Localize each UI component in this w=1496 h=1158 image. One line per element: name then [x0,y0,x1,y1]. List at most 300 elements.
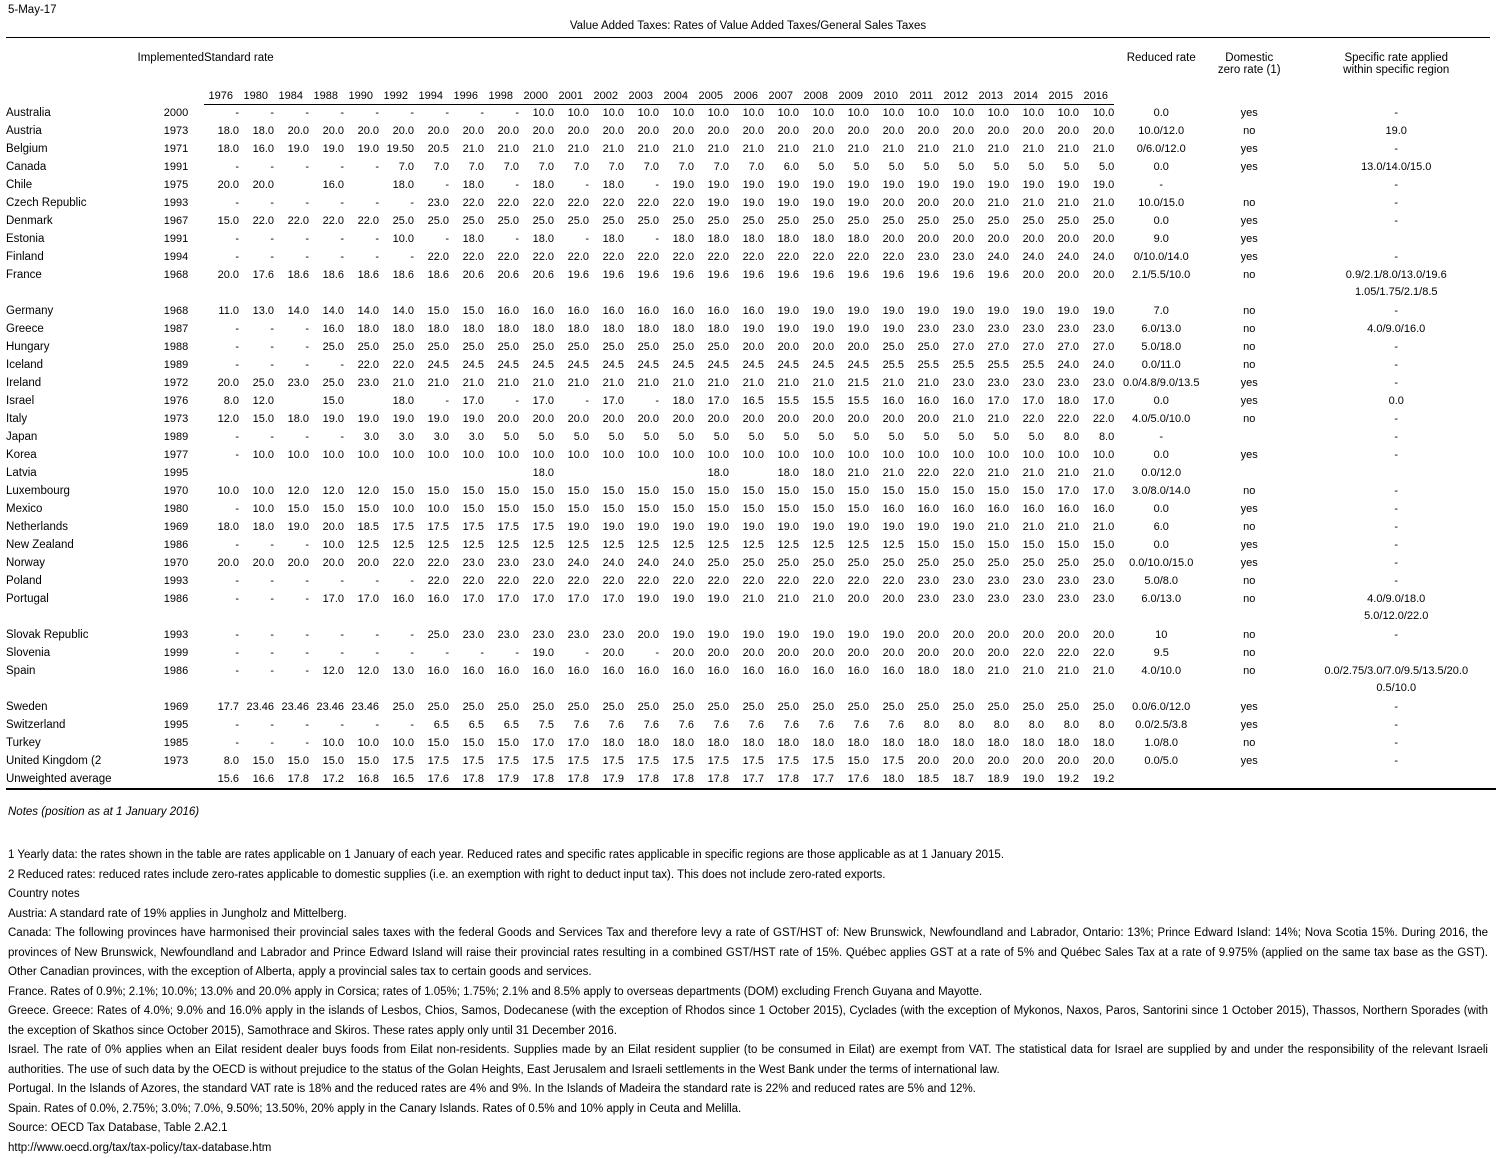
standard-rate-cell: 8.0 [1044,717,1079,735]
standard-rate-cell: 10.0 [519,105,554,123]
country-name: Turkey [6,735,148,753]
standard-rate-cell: - [344,627,379,645]
standard-rate-cell: 19.0 [799,177,834,195]
standard-rate-cell: 21.0 [519,141,554,159]
standard-rate-cell: 22.0 [554,249,589,267]
standard-rate-cell: 21.0 [974,411,1009,429]
standard-rate-cell: 25.0 [764,699,799,717]
standard-rate-cell: 18.0 [589,231,624,249]
standard-rate-cell: 18.0 [659,321,694,339]
standard-rate-cell: 10.0 [1009,447,1044,465]
reduced-rate-cell: 4.0/10.0 [1114,663,1208,699]
standard-rate-cell: 25.0 [729,699,764,717]
standard-rate-cell: 10.0 [834,105,869,123]
standard-rate-cell: 22.0 [554,195,589,213]
standard-rate-cell: - [309,645,344,663]
standard-rate-cell: 18.0 [729,231,764,249]
standard-rate-cell: 21.0 [1044,519,1079,537]
standard-rate-cell: - [344,105,379,123]
standard-rate-cell: 24.0 [1009,249,1044,267]
standard-rate-cell: 25.0 [1009,213,1044,231]
standard-rate-cell: 12.5 [554,537,589,555]
standard-rate-cell: 19.0 [869,519,904,537]
standard-rate-cell: 19.0 [694,627,729,645]
standard-rate-cell: 22.0 [344,357,379,375]
standard-rate-cell: 20.0 [939,627,974,645]
specific-rate-line: - [1290,339,1496,357]
standard-rate-cell: 18.0 [624,735,659,753]
standard-rate-cell: 16.0 [729,303,764,321]
standard-rate-cell: 20.0 [1009,123,1044,141]
standard-rate-cell: 15.0 [274,753,309,771]
standard-rate-cell: 25.0 [1009,699,1044,717]
domestic-zero-rate-cell: no [1208,339,1290,357]
reduced-rate-cell: 0/6.0/12.0 [1114,141,1208,159]
standard-rate-cell: 24.5 [449,357,484,375]
country-name: Germany [6,303,148,321]
specific-rate-cell [1290,483,1496,501]
standard-rate-cell: 22.0 [659,195,694,213]
reduced-rate-cell: 4.0/5.0/10.0 [1114,411,1208,429]
standard-rate-cell: 19.0 [974,303,1009,321]
standard-rate-cell: 25.0 [939,699,974,717]
specific-rate-cell [1290,735,1496,753]
standard-rate-cell: 19.0 [729,195,764,213]
standard-rate-cell: 21.0 [834,141,869,159]
specific-rate-column-header: Specific rate applied [1290,40,1496,64]
standard-rate-cell: 5.0 [694,429,729,447]
standard-rate-cell: 19.0 [764,627,799,645]
standard-rate-cell: - [204,591,239,627]
standard-rate-cell: 15.0 [309,753,344,771]
table-row [6,303,1496,321]
implemented-column-header: Implemented [6,40,204,64]
standard-rate-cell: 5.0 [1009,429,1044,447]
standard-rate-cell: - [204,663,239,699]
reduced-rate-cell: 5.0/18.0 [1114,339,1208,357]
standard-rate-cell: - [309,357,344,375]
country-name: Australia [6,105,148,123]
standard-rate-cell: 10.0 [379,735,414,753]
specific-rate-cell [1290,249,1496,267]
standard-rate-cell: 19.0 [799,195,834,213]
standard-rate-cell: 20.0 [869,195,904,213]
standard-rate-cell: 17.2 [309,771,344,790]
country-name: Czech Republic [6,195,148,213]
standard-rate-cell: 19.6 [554,267,589,303]
domestic-zero-rate-cell: yes [1208,555,1290,573]
standard-rate-cell: 24.0 [1044,249,1079,267]
standard-rate-cell: 25.0 [589,213,624,231]
year-column-header: 1994 [414,90,449,104]
standard-rate-cell: 21.0 [694,375,729,393]
standard-rate-cell: - [344,249,379,267]
standard-rate-cell: 23.0 [414,195,449,213]
country-name: Denmark [6,213,148,231]
standard-rate-cell: 25.0 [974,213,1009,231]
standard-rate-cell: 21.0 [904,375,939,393]
standard-rate-cell: 23.0 [1044,573,1079,591]
standard-rate-cell: 25.0 [624,213,659,231]
standard-rate-cell: 18.6 [274,267,309,303]
country-name: Japan [6,429,148,447]
standard-rate-cell: 10.0 [729,447,764,465]
note-line: Country notes [8,885,1488,905]
standard-rate-cell: 18.5 [344,519,379,537]
standard-rate-cell: - [239,339,274,357]
standard-rate-cell: 20.0 [834,591,869,627]
standard-rate-cell: 24.0 [1079,357,1114,375]
standard-rate-cell: 16.0 [624,303,659,321]
table-row [6,573,1496,591]
standard-rate-cell: 25.0 [484,699,519,717]
standard-rate-cell: 21.0 [554,141,589,159]
standard-rate-cell: - [274,231,309,249]
standard-rate-cell: - [344,717,379,735]
standard-rate-cell: 25.0 [834,213,869,231]
reduced-rate-cell: 2.1/5.5/10.0 [1114,267,1208,303]
standard-rate-cell: 6.5 [484,717,519,735]
standard-rate-cell: 20.0 [1044,753,1079,771]
standard-rate-cell: 21.0 [589,375,624,393]
standard-rate-cell: - [309,249,344,267]
specific-rate-line: - [1290,303,1496,321]
standard-rate-cell: 23.0 [1044,321,1079,339]
domestic-zero-rate-column-header-line2: zero rate (1) [1208,64,1290,105]
standard-rate-cell: 25.0 [869,213,904,231]
standard-rate-cell: 22.0 [729,573,764,591]
standard-rate-cell: 16.0 [694,663,729,699]
standard-rate-cell: 18.0 [204,519,239,537]
standard-rate-cell: 25.0 [799,555,834,573]
standard-rate-cell: 22.0 [729,249,764,267]
standard-rate-cell: 20.0 [764,339,799,357]
standard-rate-cell: 10.0 [1044,105,1079,123]
standard-rate-cell: 10.0 [379,231,414,249]
standard-rate-cell: 15.0 [974,483,1009,501]
reduced-rate-cell: 0.0 [1114,447,1208,465]
standard-rate-cell: 18.0 [1044,393,1079,411]
standard-rate-cell: - [239,627,274,645]
standard-rate-cell: - [274,627,309,645]
standard-rate-cell: 5.0 [834,159,869,177]
standard-rate-cell: - [239,159,274,177]
standard-rate-cell: 22.0 [1079,411,1114,429]
specific-rate-line: - [1290,627,1496,645]
standard-rate-cell: 21.0 [624,375,659,393]
standard-rate-cell: 18.0 [799,735,834,753]
standard-rate-cell: - [204,447,239,465]
standard-rate-cell: 18.0 [1079,735,1114,753]
standard-rate-cell: 23.0 [1009,591,1044,627]
standard-rate-cell: 16.0 [799,663,834,699]
standard-rate-cell: 21.0 [939,411,974,429]
standard-rate-cell: 18.0 [239,123,274,141]
standard-rate-cell: 25.0 [869,555,904,573]
table-row [6,663,1496,699]
standard-rate-cell: - [204,159,239,177]
standard-rate-cell: 20.0 [274,555,309,573]
standard-rate-cell: 17.6 [834,771,869,790]
implemented-year: 1972 [148,375,204,393]
standard-rate-cell: 20.0 [904,231,939,249]
standard-rate-cell: 25.5 [869,357,904,375]
standard-rate-cell: 25.0 [484,339,519,357]
specific-rate-line: 0.0/2.75/3.0/7.0/9.5/13.5/20.0 [1290,663,1496,681]
standard-rate-cell: 12.5 [624,537,659,555]
standard-rate-cell: 15.0 [799,483,834,501]
standard-rate-cell: 19.0 [974,177,1009,195]
standard-rate-cell: 19.0 [379,411,414,429]
standard-rate-cell: 8.0 [1079,429,1114,447]
standard-rate-cell: - [274,195,309,213]
standard-rate-cell: - [624,231,659,249]
standard-rate-cell: 12.5 [694,537,729,555]
standard-rate-cell: 23.0 [904,321,939,339]
standard-rate-cell: 21.0 [554,375,589,393]
table-row [6,591,1496,627]
standard-rate-cell: 21.0 [799,375,834,393]
standard-rate-cell: 19.0 [554,519,589,537]
standard-rate-cell: 19.0 [1044,303,1079,321]
standard-rate-cell: 18.0 [484,321,519,339]
standard-rate-cell: 19.0 [659,591,694,627]
implemented-year: 1993 [148,573,204,591]
standard-rate-cell: 5.0 [974,429,1009,447]
standard-rate-cell: 10.0 [589,447,624,465]
vat-rates-table [6,40,1496,790]
standard-rate-cell: - [379,645,414,663]
standard-rate-cell: 15.0 [554,501,589,519]
year-column-header: 2012 [939,90,974,104]
standard-rate-cell: 18.0 [659,231,694,249]
standard-rate-cell: - [204,645,239,663]
standard-rate-cell: 12.0 [239,393,274,411]
standard-rate-cell: 20.0 [1044,123,1079,141]
standard-rate-cell: 15.6 [204,771,239,790]
implemented-year: 1986 [148,591,204,627]
table-row [6,159,1496,177]
standard-rate-cell: 23.0 [1044,375,1079,393]
standard-rate-cell: 15.0 [799,501,834,519]
standard-rate-cell: - [274,357,309,375]
notes-heading: Notes (position as at 1 January 2016) [8,806,1488,818]
standard-rate-cell: 18.6 [414,267,449,303]
standard-rate-cell: 10.0 [239,483,274,501]
standard-rate-cell: 19.0 [274,519,309,537]
standard-rate-cell: 22.0 [519,573,554,591]
standard-rate-cell: 18.0 [694,465,729,483]
country-name: Sweden [6,699,148,717]
reduced-rate-cell: 0.0/10.0/15.0 [1114,555,1208,573]
implemented-year: 1968 [148,303,204,321]
standard-rate-cell: 12.5 [589,537,624,555]
standard-rate-cell: 22.0 [799,573,834,591]
specific-rate-line: - [1290,411,1496,429]
standard-rate-cell: 15.0 [589,483,624,501]
country-name: Latvia [6,465,148,483]
standard-rate-cell: 17.6 [239,267,274,303]
standard-rate-cell: 21.0 [484,141,519,159]
standard-rate-cell: 21.0 [869,375,904,393]
standard-rate-cell: 17.0 [1044,483,1079,501]
standard-rate-cell: 25.0 [589,699,624,717]
standard-rate-cell: 27.0 [939,339,974,357]
year-column-header: 2015 [1044,90,1079,104]
year-column-header: 1988 [309,90,344,104]
standard-rate-cell: 27.0 [1079,339,1114,357]
standard-rate-cell: 21.0 [1079,465,1114,483]
standard-rate-cell: - [274,159,309,177]
standard-rate-cell: 22.0 [554,573,589,591]
standard-rate-cell: 22.0 [274,213,309,231]
standard-rate-cell: 21.0 [729,375,764,393]
standard-rate-cell: 20.0 [869,591,904,627]
standard-rate-cell: 15.0 [274,501,309,519]
domestic-zero-rate-cell: yes [1208,249,1290,267]
standard-rate-cell: 22.0 [484,573,519,591]
standard-rate-cell: - [344,645,379,663]
standard-rate-cell: 22.0 [239,213,274,231]
standard-rate-cell: 24.5 [799,357,834,375]
standard-rate-cell: 20.0 [1044,627,1079,645]
standard-rate-cell: 20.0 [659,645,694,663]
standard-rate-cell: 24.5 [414,357,449,375]
standard-rate-cell: 15.5 [799,393,834,411]
standard-rate-cell: 18.0 [379,177,414,195]
standard-rate-cell: 5.0 [484,429,519,447]
standard-rate-cell: - [204,501,239,519]
standard-rate-cell: 18.0 [204,141,239,159]
table-row [6,393,1496,411]
standard-rate-cell: - [379,627,414,645]
standard-rate-cell: - [239,321,274,339]
standard-rate-cell: 5.0 [904,159,939,177]
reduced-rate-cell: 0.0/5.0 [1114,753,1208,771]
domestic-zero-rate-cell: yes [1208,231,1290,249]
standard-rate-cell: 18.0 [799,231,834,249]
standard-rate-cell: 19.0 [274,141,309,159]
standard-rate-cell: 22.0 [1009,411,1044,429]
standard-rate-cell: 16.0 [939,393,974,411]
standard-rate-cell: 17.8 [449,771,484,790]
implemented-year: 2000 [148,105,204,123]
domestic-zero-rate-cell: yes [1208,717,1290,735]
standard-rate-cell: 21.0 [1044,465,1079,483]
standard-rate-cell: 19.6 [624,267,659,303]
standard-rate-cell: 5.0 [869,429,904,447]
standard-rate-cell: 19.0 [449,411,484,429]
standard-rate-cell: 8.0 [974,717,1009,735]
standard-rate-cell: 20.0 [344,555,379,573]
standard-rate-cell: 16.0 [414,663,449,699]
implemented-year: 1995 [148,717,204,735]
domestic-zero-rate-cell: yes [1208,213,1290,231]
standard-rate-cell: 22.0 [1009,645,1044,663]
standard-rate-cell: 7.0 [624,159,659,177]
standard-rate-cell: 20.0 [834,645,869,663]
standard-rate-cell: 7.6 [624,717,659,735]
standard-rate-cell: 25.0 [694,555,729,573]
standard-rate-cell: 22.0 [414,555,449,573]
standard-rate-cell [344,393,379,411]
standard-rate-cell: 15.0 [729,483,764,501]
year-column-header: 2005 [694,90,729,104]
standard-rate-cell: - [554,177,589,195]
table-row [6,321,1496,339]
standard-rate-cell: 20.0 [204,267,239,303]
specific-rate-cell [1290,321,1496,339]
standard-rate-cell: 25.5 [904,357,939,375]
standard-rate-cell: 25.0 [449,699,484,717]
standard-rate-cell: 25.0 [799,213,834,231]
table-row [6,375,1496,393]
year-column-header: 2010 [869,90,904,104]
standard-rate-cell: 23.0 [939,321,974,339]
standard-rate-cell: 18.0 [834,231,869,249]
standard-rate-cell: 17.5 [519,519,554,537]
standard-rate-cell: 18.0 [904,663,939,699]
implemented-year: 1993 [148,195,204,213]
standard-rate-cell: 25.0 [1079,213,1114,231]
table-row [6,771,1496,790]
year-headers-strip [204,64,1114,105]
country-name: Portugal [6,591,148,627]
implemented-year: 1973 [148,411,204,429]
standard-rate-cell: 25.0 [309,339,344,357]
standard-rate-cell: 17.0 [1009,393,1044,411]
specific-rate-line: - [1290,699,1496,717]
specific-rate-cell [1290,555,1496,573]
domestic-zero-rate-cell: no [1208,357,1290,375]
standard-rate-cell: 19.0 [939,519,974,537]
domestic-zero-rate-cell: no [1208,591,1290,627]
country-name: Netherlands [6,519,148,537]
domestic-zero-rate-cell: no [1208,411,1290,429]
standard-rate-cell: 20.0 [904,195,939,213]
standard-rate-cell: 7.5 [519,717,554,735]
standard-rate-cell: 16.0 [869,501,904,519]
standard-rate-cell: - [484,105,519,123]
standard-rate-cell: - [204,231,239,249]
standard-rate-cell: 20.0 [1044,267,1079,303]
standard-rate-cell: 25.0 [1044,213,1079,231]
specific-rate-cell [1290,357,1496,375]
source-url[interactable]: http://www.oecd.org/tax/tax-policy/tax-database.htm [8,1139,1488,1158]
specific-rate-cell [1290,663,1496,699]
standard-rate-cell: 23.0 [939,591,974,627]
standard-rate-cell: 10.0 [729,105,764,123]
specific-rate-line: 5.0/12.0/22.0 [1290,608,1496,626]
standard-rate-cell: 19.0 [1009,303,1044,321]
standard-rate-cell: 10.0 [624,447,659,465]
year-column-header: 1976 [204,90,239,104]
standard-rate-cell: 23.46 [344,699,379,717]
standard-rate-cell: 23.0 [904,249,939,267]
implemented-year: 1968 [148,267,204,303]
standard-rate-cell: 25.0 [554,339,589,357]
standard-rate-cell: 18.0 [764,735,799,753]
standard-rate-cell: 20.0 [554,123,589,141]
standard-rate-cell: 22.0 [414,573,449,591]
standard-rate-cell: 12.5 [414,537,449,555]
standard-rate-cell: 10.0 [764,105,799,123]
standard-rate-cell: 19.0 [904,177,939,195]
standard-rate-cell: 22.0 [309,213,344,231]
standard-rate-cell: 19.0 [694,591,729,627]
standard-rate-cell: 23.0 [589,627,624,645]
specific-rate-cell [1290,717,1496,735]
